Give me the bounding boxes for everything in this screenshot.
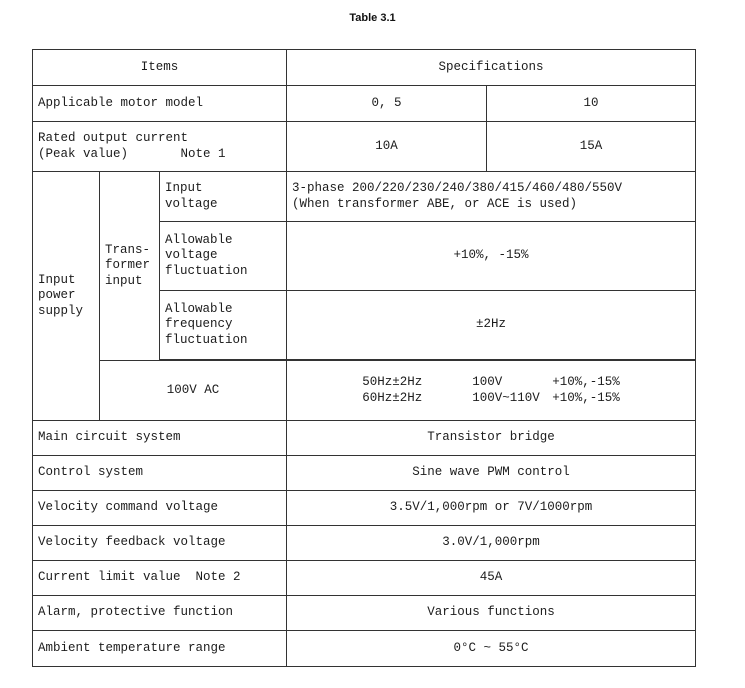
- frequency-fluctuation-label: Allowable frequency fluctuation: [160, 291, 287, 360]
- table-row: [33, 122, 696, 172]
- rated-current-value-b: 15A: [487, 122, 696, 172]
- rated-current-line1: Rated output current: [38, 130, 189, 145]
- main-circuit-label: Main circuit system: [33, 421, 287, 456]
- rated-current-label: [33, 122, 287, 172]
- rated-current-line2: (Peak value): [38, 146, 129, 161]
- voltage-fluctuation-value: +10%, -15%: [287, 222, 696, 291]
- ac100-tol-1: +10%,-15%: [552, 374, 620, 389]
- ac100-volt-1: 100V: [472, 374, 503, 389]
- alarm-value: Various functions: [287, 596, 696, 631]
- velocity-command-label: Velocity command voltage: [33, 491, 287, 526]
- voltage-fluctuation-label: Allowable voltage fluctuation: [160, 222, 287, 291]
- table-row: [33, 561, 696, 596]
- velocity-feedback-value: 3.0V/1,000rpm: [287, 526, 696, 561]
- table-row: [33, 361, 696, 421]
- current-limit-text: Current limit value: [38, 570, 181, 585]
- input-voltage-value: 3-phase 200/220/230/240/380/415/460/480/550V (When transformer ABE, or ACE is used): [287, 172, 696, 222]
- current-limit-value: 45A: [287, 561, 696, 596]
- rated-current-value-a: 10A: [287, 122, 487, 172]
- ambient-label: Ambient temperature range: [33, 631, 287, 667]
- ac100-label: 100V AC: [100, 361, 287, 421]
- table-caption: Table 3.1: [349, 12, 396, 24]
- ac100-freq-1: 50Hz±2Hz: [362, 374, 423, 389]
- main-circuit-value: Transistor bridge: [287, 421, 696, 456]
- control-system-value: Sine wave PWM control: [287, 456, 696, 491]
- current-limit-label: [33, 561, 287, 596]
- alarm-label: Alarm, protective function: [33, 596, 287, 631]
- table-row: [33, 491, 696, 526]
- ac100-tol-2: +10%,-15%: [552, 390, 620, 405]
- motor-model-value-a: 0, 5: [287, 86, 487, 122]
- specifications-header: Specifications: [287, 50, 696, 86]
- table-row: [33, 596, 696, 631]
- table-row: [33, 456, 696, 491]
- motor-model-value-b: 10: [487, 86, 696, 122]
- table-row: [33, 421, 696, 456]
- note-2: Note 2: [195, 570, 241, 585]
- velocity-feedback-label: Velocity feedback voltage: [33, 526, 287, 561]
- table-row: [33, 526, 696, 561]
- note-1: Note 1: [180, 146, 226, 161]
- header-row: [33, 50, 696, 86]
- table-row: [33, 631, 696, 667]
- ambient-value: 0°C ~ 55°C: [287, 631, 696, 667]
- velocity-command-value: 3.5V/1,000rpm or 7V/1000rpm: [287, 491, 696, 526]
- items-header: Items: [33, 50, 287, 86]
- control-system-label: Control system: [33, 456, 287, 491]
- specification-table: [32, 49, 696, 667]
- input-power-supply-label: Input power supply: [33, 172, 100, 421]
- input-voltage-label: Input voltage: [160, 172, 287, 222]
- ac100-freq-2: 60Hz±2Hz: [362, 390, 423, 405]
- ac100-volt-2: 100V~110V: [472, 390, 540, 405]
- table-row: [33, 86, 696, 122]
- frequency-fluctuation-value: ±2Hz: [287, 291, 696, 360]
- ac100-value: [287, 361, 696, 421]
- transformer-input-label: Trans- former input: [100, 172, 160, 361]
- table-row: [33, 172, 696, 222]
- motor-model-label: Applicable motor model: [33, 86, 287, 122]
